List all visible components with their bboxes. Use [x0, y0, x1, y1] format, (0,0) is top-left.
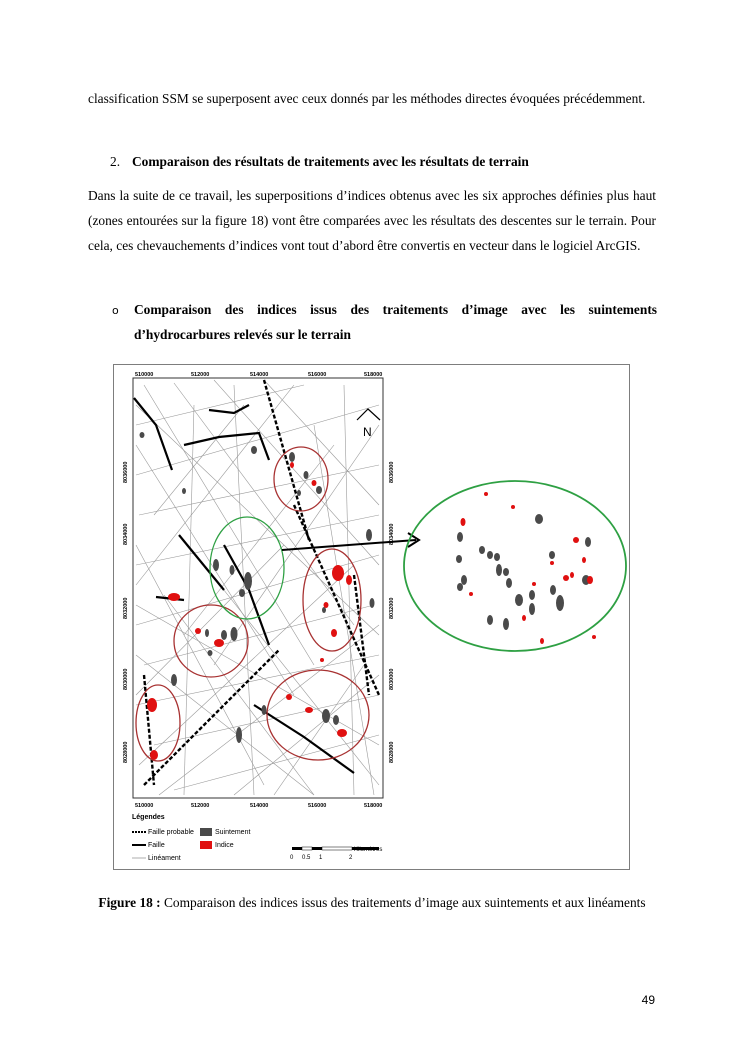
x-tick-bottom-5: 518000 — [364, 803, 383, 809]
bullet-heading-line1: Comparaison des indices issus des traitements d’image avec les suintements — [134, 302, 657, 317]
legend-faille-probable: Faille probable — [148, 829, 194, 836]
x-ticks-bottom — [135, 803, 382, 809]
x-ticks-top — [135, 372, 382, 378]
figure-18 — [113, 364, 630, 870]
figure-map — [114, 365, 629, 869]
x-tick-bottom-3: 514000 — [250, 803, 269, 809]
legend-indice-swatch — [200, 841, 212, 849]
legend-title: Légendes — [132, 814, 165, 821]
north-label: N — [363, 425, 372, 439]
legend-indice: Indice — [215, 842, 234, 849]
intro-paragraph: classification SSM se superposent avec ceux donnés par les méthodes directes évoquées précédemment. — [88, 91, 646, 106]
x-tick-top-3: 514000 — [250, 372, 269, 378]
zoom-indices — [461, 492, 597, 644]
bullet-heading-line2: d’hydrocarbures relevés sur le terrain — [134, 327, 351, 342]
y-tick-left-5: 8028000 — [123, 741, 129, 763]
x-tick-top-4: 516000 — [308, 372, 327, 378]
y-tick-left-2: 8034000 — [123, 523, 129, 545]
y-ticks-right — [389, 462, 395, 763]
scale-label-05: 0.5 — [302, 855, 311, 861]
zoom-suintements — [456, 514, 591, 630]
section-heading — [110, 154, 529, 170]
figure-caption — [88, 890, 656, 916]
legend-faille: Faille — [148, 842, 165, 849]
scale-label-1: 1 — [319, 855, 323, 861]
scale-label-2: 2 — [349, 855, 353, 861]
scale-label-0: 0 — [290, 855, 294, 861]
caption-label: Figure 18 : — [98, 895, 161, 910]
x-tick-bottom-2: 512000 — [191, 803, 210, 809]
y-tick-left-4: 8030000 — [123, 668, 129, 690]
x-tick-bottom-4: 516000 — [308, 803, 327, 809]
y-tick-right-2: 8034000 — [389, 523, 395, 545]
y-ticks-left — [123, 462, 129, 763]
x-tick-top-1: 510000 — [135, 372, 154, 378]
legend-lineament: Linéament — [148, 855, 181, 862]
y-tick-right-1: 8036000 — [389, 461, 395, 483]
x-tick-top-5: 518000 — [364, 372, 383, 378]
section-title: Comparaison des résultats de traitements avec les résultats de terrain — [132, 154, 529, 169]
caption-text: Comparaison des indices issus des traitements d’image aux suintements et aux linéaments — [164, 895, 646, 910]
y-tick-right-3: 8032000 — [389, 597, 395, 619]
legend-suintement: Suintement — [215, 829, 251, 836]
body-paragraph: Dans la suite de ce travail, les superpositions d’indices obtenus avec les six approches définies plus haut (zones entourées sur la figure 18) vont être comparées avec les résultats des descentes sur le terrain. Pour cela, ces chevauchements d’indices vont tout d’abord être convertis en vecteur dans le logiciel ArcGIS. — [88, 188, 656, 253]
zoom-circle — [404, 481, 626, 651]
x-tick-bottom-1: 510000 — [135, 803, 154, 809]
bullet-heading — [112, 297, 657, 347]
y-tick-right-4: 8030000 — [389, 668, 395, 690]
scale-unit: Kilomètres — [354, 847, 383, 853]
bullet-marker: o — [112, 304, 119, 317]
section-number: 2. — [110, 154, 121, 169]
y-tick-right-5: 8028000 — [389, 741, 395, 763]
y-tick-left-1: 8036000 — [123, 461, 129, 483]
x-tick-top-2: 512000 — [191, 372, 210, 378]
legend-suintement-swatch — [200, 828, 212, 836]
page-number: 49 — [641, 993, 655, 1007]
scale-labels — [290, 855, 353, 861]
y-tick-left-3: 8032000 — [123, 597, 129, 619]
